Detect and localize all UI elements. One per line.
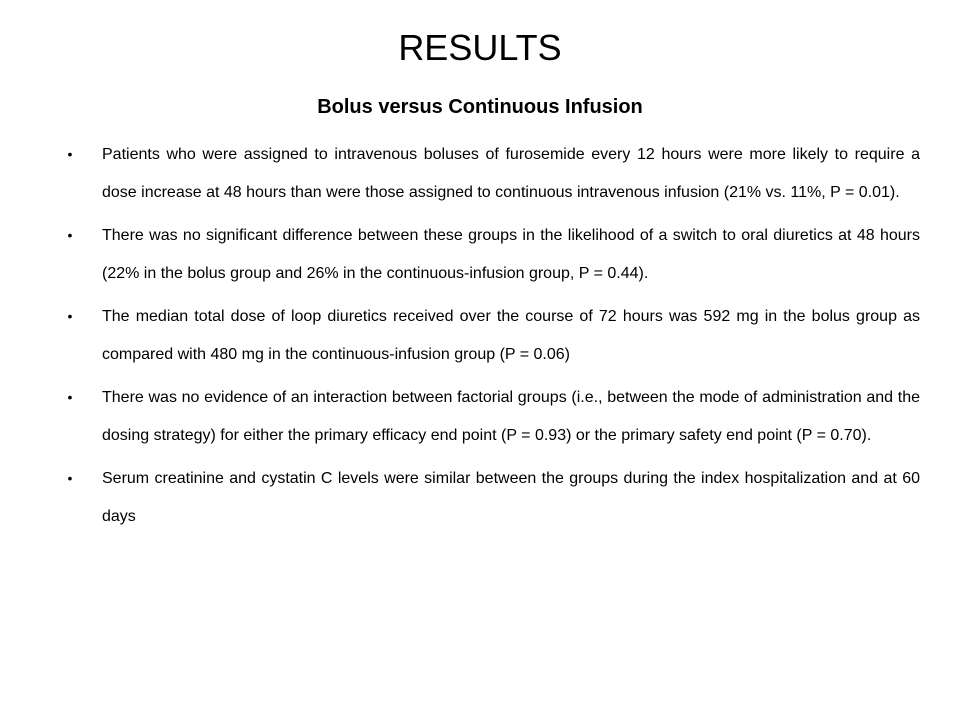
bullet-item-creatinine	[64, 460, 920, 535]
slide-subtitle: Bolus versus Continuous Infusion	[317, 96, 643, 118]
bullet-text: There was no evidence of an interaction between factorial groups (i.e., between the mode of administration and the dosing strategy) for either the primary efficacy end point (P = 0.93) or the primary safety end point (P = 0.70).	[102, 389, 920, 444]
bullet-text: There was no significant difference between these groups in the likelihood of a switch to oral diuretics at 48 hours (22% in the bolus group and 26% in the continuous-infusion group, P = 0.44).	[102, 227, 920, 282]
bullet-text: Patients who were assigned to intravenous boluses of furosemide every 12 hours were more likely to require a dose increase at 48 hours than were those assigned to continuous intravenous infusion (21% vs. 11%, P = 0.01).	[102, 146, 920, 201]
bullet-dot-icon: •	[67, 470, 73, 486]
bullet-dot-icon: •	[67, 308, 73, 324]
bullet-item-interaction	[64, 379, 920, 454]
bullet-dot-icon: •	[67, 227, 73, 243]
bullet-item-oral-switch	[64, 217, 920, 292]
bullet-dot-icon: •	[67, 389, 73, 405]
bullet-list	[64, 136, 920, 541]
slide-title: RESULTS	[398, 27, 562, 68]
bullet-text: The median total dose of loop diuretics received over the course of 72 hours was 592 mg in the bolus group as compared with 480 mg in the continuous-infusion group (P = 0.06)	[102, 308, 920, 363]
bullet-dot-icon: •	[67, 146, 73, 162]
bullet-item-dose-increase	[64, 136, 920, 211]
bullet-text: Serum creatinine and cystatin C levels were similar between the groups during the index hospitalization and at 60 days	[102, 470, 920, 525]
bullet-item-median-dose	[64, 298, 920, 373]
